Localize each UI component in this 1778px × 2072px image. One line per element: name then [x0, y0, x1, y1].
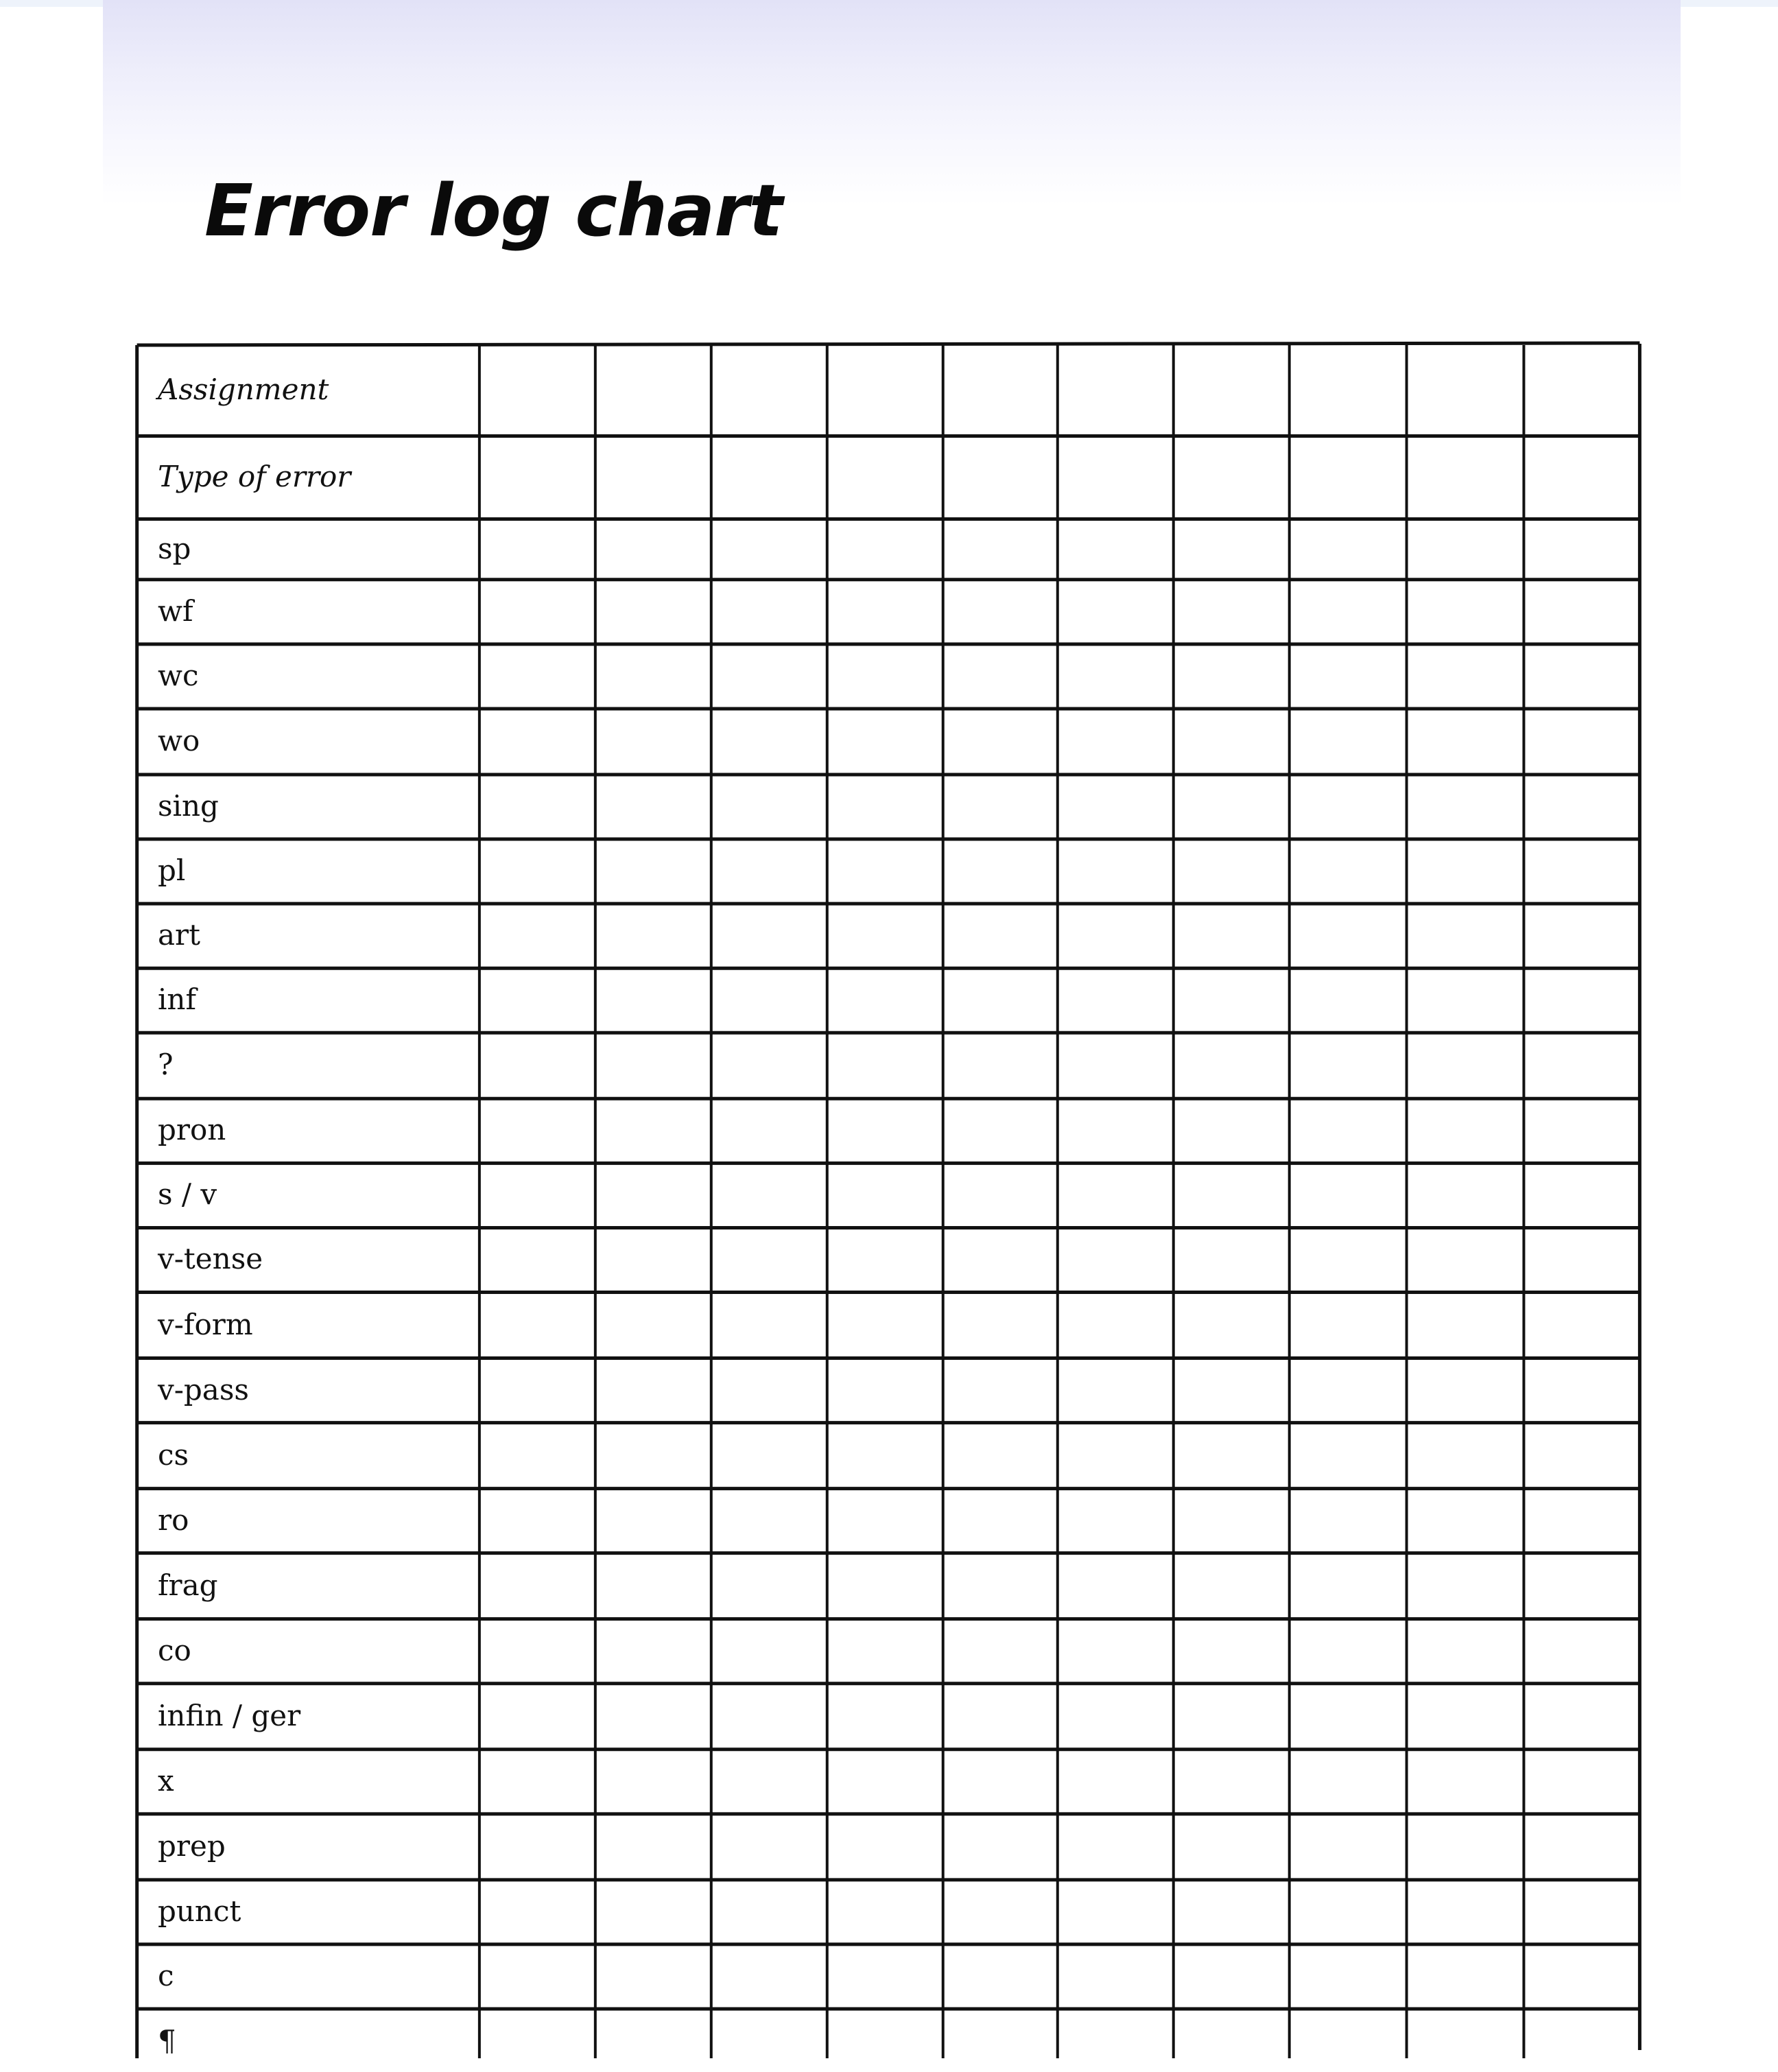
error-count-cell[interactable] [1526, 906, 1637, 966]
error-count-cell[interactable] [597, 1165, 709, 1225]
error-count-cell[interactable] [945, 2011, 1056, 2072]
assignment-entry-cell[interactable] [945, 347, 1056, 434]
error-type-label: art [158, 918, 200, 952]
error-count-cell[interactable] [1526, 646, 1637, 707]
error-count-cell[interactable] [597, 1555, 709, 1617]
error-type-label: wf [158, 593, 193, 628]
error-count-cell[interactable] [1292, 1621, 1405, 1682]
error-count-cell[interactable] [713, 1035, 825, 1096]
error-count-cell[interactable] [1176, 777, 1288, 837]
error-count-cell[interactable] [482, 1361, 593, 1421]
error-count-cell[interactable] [597, 521, 709, 577]
error-count-cell[interactable] [945, 970, 1056, 1031]
error-count-cell[interactable] [713, 1295, 825, 1356]
error-count-cell[interactable] [1526, 1621, 1637, 1682]
error-count-cell[interactable] [1526, 777, 1637, 837]
error-count-cell[interactable] [1409, 1491, 1522, 1551]
error-count-cell[interactable] [1292, 1295, 1405, 1356]
error-count-cell[interactable] [829, 1491, 941, 1551]
error-count-cell[interactable] [1526, 1491, 1637, 1551]
error-count-cell[interactable] [829, 1816, 941, 1878]
error-count-cell[interactable] [597, 1425, 709, 1487]
error-count-cell[interactable] [829, 1882, 941, 1942]
error-count-cell[interactable] [945, 1361, 1056, 1421]
error-count-cell[interactable] [1292, 711, 1405, 773]
error-count-cell[interactable] [482, 1491, 593, 1551]
error-count-cell[interactable] [1176, 1361, 1288, 1421]
error-count-cell[interactable] [1176, 906, 1288, 966]
error-count-cell[interactable] [482, 1229, 593, 1290]
error-type-label: v-pass [158, 1372, 249, 1406]
error-count-cell[interactable] [597, 1621, 709, 1682]
error-count-cell[interactable] [829, 582, 941, 642]
error-count-cell[interactable] [1292, 1816, 1405, 1878]
error-count-cell[interactable] [482, 438, 593, 517]
error-count-cell[interactable] [1176, 2011, 1288, 2072]
error-count-cell[interactable] [1409, 1816, 1522, 1878]
error-count-cell[interactable] [482, 970, 593, 1031]
error-count-cell[interactable] [1292, 1035, 1405, 1096]
error-count-cell[interactable] [945, 1816, 1056, 1878]
error-count-cell[interactable] [482, 1816, 593, 1878]
error-count-cell[interactable] [1292, 841, 1405, 902]
error-type-label: ? [158, 1048, 174, 1082]
error-type-label: inf [158, 982, 197, 1017]
error-count-cell[interactable] [597, 1882, 709, 1942]
error-count-cell[interactable] [1060, 1816, 1172, 1878]
error-count-cell[interactable] [482, 1425, 593, 1487]
error-count-cell[interactable] [1526, 1752, 1637, 1812]
assignment-entry-cell[interactable] [1176, 347, 1288, 434]
error-count-cell[interactable] [945, 1165, 1056, 1225]
error-count-cell[interactable] [1176, 1882, 1288, 1942]
error-count-cell[interactable] [597, 970, 709, 1031]
error-count-cell[interactable] [1060, 582, 1172, 642]
assignment-entry-cell[interactable] [713, 347, 825, 434]
error-count-cell[interactable] [1176, 970, 1288, 1031]
error-count-cell[interactable] [945, 1035, 1056, 1096]
error-count-cell[interactable] [829, 1752, 941, 1812]
error-type-label: sp [158, 531, 191, 565]
error-count-cell[interactable] [1409, 1882, 1522, 1942]
error-type-label: sing [158, 789, 219, 823]
error-count-cell[interactable] [1292, 1882, 1405, 1942]
error-count-cell[interactable] [1526, 970, 1637, 1031]
error-count-cell[interactable] [1060, 646, 1172, 707]
error-count-cell[interactable] [829, 1035, 941, 1096]
error-count-cell[interactable] [713, 777, 825, 837]
error-count-cell[interactable] [713, 1555, 825, 1617]
error-count-cell[interactable] [597, 841, 709, 902]
error-count-cell[interactable] [1060, 1882, 1172, 1942]
error-count-cell[interactable] [1060, 1555, 1172, 1617]
error-count-cell[interactable] [1176, 1555, 1288, 1617]
error-count-cell[interactable] [482, 521, 593, 577]
error-count-cell[interactable] [713, 1229, 825, 1290]
error-count-cell[interactable] [597, 777, 709, 837]
error-count-cell[interactable] [1292, 521, 1405, 577]
error-count-cell[interactable] [1176, 1491, 1288, 1551]
error-count-cell[interactable] [945, 582, 1056, 642]
error-count-cell[interactable] [1409, 1752, 1522, 1812]
error-count-cell[interactable] [713, 1425, 825, 1487]
error-type-label: x [158, 1763, 174, 1798]
error-count-cell[interactable] [1526, 1100, 1637, 1161]
assignment-entry-cell[interactable] [482, 347, 593, 434]
error-count-cell[interactable] [1060, 777, 1172, 837]
assignment-entry-cell[interactable] [829, 347, 941, 434]
error-count-cell[interactable] [1176, 841, 1288, 902]
error-count-cell[interactable] [597, 1491, 709, 1551]
error-count-cell[interactable] [1176, 1816, 1288, 1878]
error-count-cell[interactable] [829, 1361, 941, 1421]
error-type-label: v-form [158, 1307, 253, 1341]
error-count-cell[interactable] [829, 2011, 941, 2072]
error-count-cell[interactable] [1409, 1946, 1522, 2007]
error-count-cell[interactable] [1292, 1752, 1405, 1812]
error-count-cell[interactable] [482, 2011, 593, 2072]
error-count-cell[interactable] [945, 1686, 1056, 1747]
error-count-cell[interactable] [1292, 1425, 1405, 1487]
error-count-cell[interactable] [713, 582, 825, 642]
error-count-cell[interactable] [1176, 646, 1288, 707]
error-count-cell[interactable] [1176, 711, 1288, 773]
error-count-cell[interactable] [1526, 841, 1637, 902]
error-count-cell[interactable] [1526, 1946, 1637, 2007]
error-count-cell[interactable] [829, 1686, 941, 1747]
error-type-label: co [158, 1633, 191, 1667]
page-title: Error log chart [204, 169, 783, 252]
error-count-cell[interactable] [597, 1816, 709, 1878]
error-count-cell[interactable] [945, 1752, 1056, 1812]
error-count-cell[interactable] [713, 438, 825, 517]
error-count-cell[interactable] [1409, 777, 1522, 837]
error-count-cell[interactable] [829, 970, 941, 1031]
error-count-cell[interactable] [829, 1229, 941, 1290]
error-count-cell[interactable] [597, 646, 709, 707]
error-count-cell[interactable] [597, 711, 709, 773]
error-count-cell[interactable] [1526, 1555, 1637, 1617]
error-count-cell[interactable] [1060, 1165, 1172, 1225]
type-of-error-header: Type of error [158, 460, 351, 493]
error-count-cell[interactable] [482, 1555, 593, 1617]
error-count-cell[interactable] [1176, 521, 1288, 577]
error-type-label: s / v [158, 1177, 217, 1212]
error-count-cell[interactable] [713, 1361, 825, 1421]
error-count-cell[interactable] [1060, 906, 1172, 966]
error-count-cell[interactable] [1176, 1035, 1288, 1096]
error-count-cell[interactable] [482, 711, 593, 773]
error-count-cell[interactable] [1176, 1295, 1288, 1356]
error-count-cell[interactable] [945, 1229, 1056, 1290]
error-count-cell[interactable] [1409, 438, 1522, 517]
error-count-cell[interactable] [713, 646, 825, 707]
error-count-cell[interactable] [1176, 1425, 1288, 1487]
error-count-cell[interactable] [482, 777, 593, 837]
error-count-cell[interactable] [482, 1946, 593, 2007]
error-count-cell[interactable] [945, 841, 1056, 902]
error-count-cell[interactable] [1409, 1621, 1522, 1682]
error-count-cell[interactable] [945, 777, 1056, 837]
error-count-cell[interactable] [1292, 1686, 1405, 1747]
error-count-cell[interactable] [1409, 1425, 1522, 1487]
error-count-cell[interactable] [1292, 1946, 1405, 2007]
error-count-cell[interactable] [597, 1229, 709, 1290]
error-count-cell[interactable] [713, 1752, 825, 1812]
error-count-cell[interactable] [713, 1882, 825, 1942]
error-count-cell[interactable] [829, 646, 941, 707]
error-type-label: pl [158, 853, 186, 888]
error-count-cell[interactable] [1060, 1686, 1172, 1747]
error-type-label: prep [158, 1828, 226, 1863]
error-count-cell[interactable] [1526, 1882, 1637, 1942]
error-count-cell[interactable] [829, 1621, 941, 1682]
error-count-cell[interactable] [713, 970, 825, 1031]
error-count-cell[interactable] [1409, 2011, 1522, 2072]
error-count-cell[interactable] [1060, 1035, 1172, 1096]
error-count-cell[interactable] [597, 1100, 709, 1161]
error-count-cell[interactable] [597, 906, 709, 966]
error-count-cell[interactable] [482, 1882, 593, 1942]
error-count-cell[interactable] [713, 1491, 825, 1551]
error-count-cell[interactable] [1176, 1165, 1288, 1225]
error-type-label: infin / ger [158, 1698, 301, 1732]
error-count-cell[interactable] [945, 1946, 1056, 2007]
error-count-cell[interactable] [945, 646, 1056, 707]
error-count-cell[interactable] [1060, 521, 1172, 577]
error-count-cell[interactable] [1409, 906, 1522, 966]
error-count-cell[interactable] [1176, 1100, 1288, 1161]
error-count-cell[interactable] [597, 1752, 709, 1812]
error-count-cell[interactable] [482, 1100, 593, 1161]
error-count-cell[interactable] [829, 1295, 941, 1356]
error-count-cell[interactable] [1176, 1621, 1288, 1682]
error-count-cell[interactable] [945, 1100, 1056, 1161]
error-count-cell[interactable] [1526, 1035, 1637, 1096]
error-count-cell[interactable] [482, 646, 593, 707]
error-type-label: wc [158, 658, 199, 692]
error-count-cell[interactable] [1292, 646, 1405, 707]
error-count-cell[interactable] [829, 1100, 941, 1161]
error-count-cell[interactable] [482, 1165, 593, 1225]
error-count-cell[interactable] [597, 1946, 709, 2007]
error-count-cell[interactable] [945, 1621, 1056, 1682]
error-count-cell[interactable] [1409, 521, 1522, 577]
error-type-label: ro [158, 1503, 189, 1537]
error-count-cell[interactable] [1060, 1361, 1172, 1421]
error-count-cell[interactable] [1060, 1752, 1172, 1812]
error-count-cell[interactable] [1409, 970, 1522, 1031]
error-count-cell[interactable] [945, 1425, 1056, 1487]
table-border-top [137, 343, 1640, 345]
error-count-cell[interactable] [482, 582, 593, 642]
assignment-entry-cell[interactable] [597, 347, 709, 434]
error-count-cell[interactable] [1409, 1555, 1522, 1617]
error-count-cell[interactable] [713, 1100, 825, 1161]
error-count-cell[interactable] [1409, 646, 1522, 707]
error-count-cell[interactable] [1292, 2011, 1405, 2072]
error-count-cell[interactable] [829, 521, 941, 577]
error-count-cell[interactable] [713, 1165, 825, 1225]
error-count-cell[interactable] [1292, 582, 1405, 642]
error-count-cell[interactable] [1292, 906, 1405, 966]
error-count-cell[interactable] [1060, 1946, 1172, 2007]
error-count-cell[interactable] [945, 1491, 1056, 1551]
error-count-cell[interactable] [1409, 1229, 1522, 1290]
error-count-cell[interactable] [829, 1946, 941, 2007]
error-count-cell[interactable] [482, 1035, 593, 1096]
error-count-cell[interactable] [829, 1165, 941, 1225]
assignment-entry-cell[interactable] [1060, 347, 1172, 434]
error-count-cell[interactable] [1409, 711, 1522, 773]
error-count-cell[interactable] [1176, 1229, 1288, 1290]
error-count-cell[interactable] [1526, 1229, 1637, 1290]
error-count-cell[interactable] [1526, 1425, 1637, 1487]
error-type-label: cs [158, 1437, 189, 1472]
error-count-cell[interactable] [1060, 970, 1172, 1031]
assignment-entry-cell[interactable] [1292, 347, 1405, 434]
error-count-cell[interactable] [482, 1752, 593, 1812]
error-type-label: punct [158, 1894, 241, 1928]
error-count-cell[interactable] [945, 1555, 1056, 1617]
error-count-cell[interactable] [829, 1555, 941, 1617]
error-count-cell[interactable] [1526, 2011, 1637, 2072]
error-count-cell[interactable] [597, 2011, 709, 2072]
error-type-label: frag [158, 1568, 218, 1602]
error-count-cell[interactable] [1526, 1165, 1637, 1225]
error-count-cell[interactable] [829, 777, 941, 837]
error-count-cell[interactable] [482, 906, 593, 966]
error-type-label: pron [158, 1113, 226, 1147]
error-count-cell[interactable] [713, 906, 825, 966]
error-count-cell[interactable] [1409, 1295, 1522, 1356]
error-count-cell[interactable] [1409, 582, 1522, 642]
error-count-cell[interactable] [829, 1425, 941, 1487]
error-count-cell[interactable] [597, 1035, 709, 1096]
error-count-cell[interactable] [1060, 1295, 1172, 1356]
error-count-cell[interactable] [713, 521, 825, 577]
error-count-cell[interactable] [1292, 1165, 1405, 1225]
error-type-label: c [158, 1958, 174, 1992]
error-count-cell[interactable] [1409, 841, 1522, 902]
error-count-cell[interactable] [1526, 438, 1637, 517]
error-count-cell[interactable] [1060, 438, 1172, 517]
error-count-cell[interactable] [945, 1295, 1056, 1356]
error-count-cell[interactable] [1176, 438, 1288, 517]
error-count-cell[interactable] [713, 1621, 825, 1682]
error-type-label: wo [158, 723, 200, 757]
error-count-cell[interactable] [482, 1686, 593, 1747]
error-count-cell[interactable] [1176, 1686, 1288, 1747]
error-count-cell[interactable] [1060, 1621, 1172, 1682]
error-count-cell[interactable] [829, 438, 941, 517]
error-count-cell[interactable] [1176, 582, 1288, 642]
error-count-cell[interactable] [1526, 1816, 1637, 1878]
error-count-cell[interactable] [1292, 1100, 1405, 1161]
error-count-cell[interactable] [1060, 841, 1172, 902]
error-count-cell[interactable] [829, 711, 941, 773]
error-count-cell[interactable] [1409, 1165, 1522, 1225]
error-count-cell[interactable] [945, 711, 1056, 773]
error-count-cell[interactable] [1292, 777, 1405, 837]
error-count-cell[interactable] [1060, 2011, 1172, 2072]
assignment-entry-cell[interactable] [1409, 347, 1522, 434]
error-count-cell[interactable] [482, 1295, 593, 1356]
error-count-cell[interactable] [597, 1361, 709, 1421]
error-count-cell[interactable] [597, 1295, 709, 1356]
error-count-cell[interactable] [829, 841, 941, 902]
assignment-entry-cell[interactable] [1526, 347, 1637, 434]
error-count-cell[interactable] [1060, 1100, 1172, 1161]
error-count-cell[interactable] [713, 1686, 825, 1747]
assignment-header: Assignment [158, 373, 329, 407]
error-count-cell[interactable] [713, 711, 825, 773]
error-count-cell[interactable] [1060, 1229, 1172, 1290]
error-count-cell[interactable] [713, 1946, 825, 2007]
error-type-label: v-tense [158, 1242, 263, 1276]
error-count-cell[interactable] [1526, 1295, 1637, 1356]
error-count-cell[interactable] [945, 521, 1056, 577]
error-count-cell[interactable] [482, 841, 593, 902]
error-count-cell[interactable] [597, 1686, 709, 1747]
error-count-cell[interactable] [713, 841, 825, 902]
error-count-cell[interactable] [945, 438, 1056, 517]
error-count-cell[interactable] [1060, 711, 1172, 773]
error-count-cell[interactable] [1526, 521, 1637, 577]
error-count-cell[interactable] [1060, 1425, 1172, 1487]
error-count-cell[interactable] [1526, 1361, 1637, 1421]
error-count-cell[interactable] [1176, 1946, 1288, 2007]
error-count-cell[interactable] [1176, 1752, 1288, 1812]
error-count-cell[interactable] [945, 1882, 1056, 1942]
error-count-cell[interactable] [1292, 438, 1405, 517]
error-count-cell[interactable] [1292, 1361, 1405, 1421]
error-count-cell[interactable] [1292, 1555, 1405, 1617]
error-count-cell[interactable] [1409, 1361, 1522, 1421]
error-count-cell[interactable] [1526, 1686, 1637, 1747]
error-count-cell[interactable] [597, 582, 709, 642]
error-count-cell[interactable] [1409, 1035, 1522, 1096]
error-count-cell[interactable] [1409, 1686, 1522, 1747]
error-count-cell[interactable] [1292, 1229, 1405, 1290]
error-count-cell[interactable] [1409, 1100, 1522, 1161]
error-count-cell[interactable] [945, 906, 1056, 966]
error-count-cell[interactable] [597, 438, 709, 517]
error-type-label: ¶ [158, 2023, 176, 2058]
error-count-cell[interactable] [1526, 711, 1637, 773]
error-count-cell[interactable] [713, 2011, 825, 2072]
error-count-cell[interactable] [713, 1816, 825, 1878]
error-count-cell[interactable] [1292, 970, 1405, 1031]
error-count-cell[interactable] [482, 1621, 593, 1682]
error-count-cell[interactable] [1060, 1491, 1172, 1551]
error-count-cell[interactable] [1292, 1491, 1405, 1551]
error-count-cell[interactable] [829, 906, 941, 966]
error-count-cell[interactable] [1526, 582, 1637, 642]
